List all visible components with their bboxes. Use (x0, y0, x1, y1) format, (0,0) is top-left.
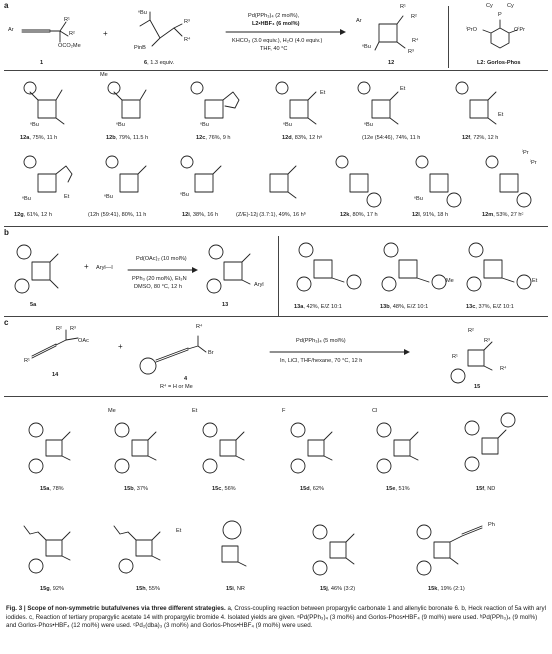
compound-15f-structure (458, 410, 528, 480)
product-13-number: 13 (222, 302, 229, 308)
reactant-14-r1: R¹ (24, 358, 30, 364)
reactant-1-r1: R¹ (64, 17, 70, 23)
label-cl-15e: Cl (372, 408, 378, 414)
reactant-1-ester: OCO₂Me (58, 43, 81, 49)
label-et-15c: Et (192, 408, 198, 414)
reactant-14-oac: OAc (78, 338, 89, 344)
product-15-r3: R³ (484, 338, 490, 344)
product-12-r1: R¹ (400, 4, 406, 10)
reactant-4-number: 4 (184, 376, 188, 382)
caption-15c: 15c, 56% (212, 486, 236, 492)
divider-a-bottom (4, 226, 548, 227)
figure-caption-title: Fig. 3 | Scope of non-symmetric butafulvenes via three different strategies. (6, 605, 226, 612)
label-et-12f: Et (498, 112, 504, 118)
reactant-6-r3: R³ (184, 19, 190, 25)
label-bu-12a: ⁿBu (30, 122, 39, 128)
product-15-r4: R⁴ (500, 366, 507, 372)
compound-15i-structure (204, 514, 264, 584)
caption-12a: 12a, 75%, 11 h (20, 135, 58, 141)
row-c2 (0, 500, 552, 600)
reactant-14-r2: R² (56, 326, 62, 332)
divider-c-top (4, 396, 548, 397)
caption-12d: 12d, 83%, 12 hᵃ (282, 135, 323, 141)
compound-12b-structure (102, 82, 162, 132)
label-et-12g: Et (64, 194, 70, 200)
label-bu-12e: ⁿBu (364, 122, 373, 128)
label-bu-12d: ⁿBu (283, 122, 292, 128)
reaction-arrow-a (226, 28, 346, 36)
label-me-12b: Me (100, 72, 108, 78)
ligand-p: P (498, 12, 502, 18)
label-ipr-12m-2: ⁱPr (530, 160, 537, 166)
caption-15k: 15k, 19% (2:1) (428, 586, 465, 592)
compound-15d-structure (284, 420, 344, 480)
panel-label-c: c (4, 318, 9, 327)
label-bu-12l: ⁿBu (414, 196, 423, 202)
compound-15c-structure (196, 420, 256, 480)
compound-15e-structure (370, 420, 430, 480)
label-et-12d: Et (320, 90, 326, 96)
compound-12c-structure (185, 82, 245, 132)
product-12-r3: R³ (408, 49, 414, 55)
caption-15d: 15d, 62% (300, 486, 324, 492)
condition-a-2: L2•HBF₄ (6 mol%) (252, 21, 300, 27)
reactant-6-pinb: PinB (134, 45, 146, 51)
reactant-14-number: 14 (52, 372, 59, 378)
reactant-5a-number: 5a (30, 302, 37, 308)
row-c1 (0, 398, 552, 498)
divider-ligand (448, 6, 449, 68)
divider-a-top (4, 70, 548, 71)
reactant-5a-structure (8, 238, 78, 298)
reactant-1-number: 1 (40, 60, 44, 66)
row-a2 (0, 146, 552, 222)
compound-12j-structure (250, 156, 310, 206)
condition-a-1: Pd(PPh₃)₄ (2 mol%), (248, 13, 300, 19)
compound-15k-structure (410, 514, 490, 584)
caption-12j: (Z/E)-12j (3.7:1), 49%, 16 hᵇ (236, 212, 306, 218)
product-12-bu: ⁿBu (362, 44, 371, 50)
label-bu-12i: ⁿBu (180, 192, 189, 198)
compound-15j-structure (306, 514, 376, 584)
caption-12b: 12b, 79%, 11.5 h (106, 135, 149, 141)
caption-15a: 15a, 78% (40, 486, 64, 492)
divider-b-bottom (4, 316, 548, 317)
label-bu-12b: ⁿBu (116, 122, 125, 128)
caption-15b: 15b, 37% (124, 486, 148, 492)
caption-15h: 15h, 55% (136, 586, 160, 592)
label-ipr-12m-1: ⁱPr (522, 150, 529, 156)
plus-sign-c: + (118, 342, 123, 351)
reactant-6-r4: R⁴ (184, 37, 191, 43)
ligand-opr-2: OⁱPr (514, 27, 525, 33)
compound-15g-structure (22, 520, 82, 580)
product-12-r2: R² (411, 14, 417, 20)
caption-12g: 12g, 61%, 12 h (14, 212, 52, 218)
compound-15a-structure (22, 420, 82, 480)
plus-sign-b: + (84, 262, 89, 271)
caption-12c: 12c, 76%, 9 h (196, 135, 231, 141)
caption-12l: 12l, 91%, 18 h (412, 212, 449, 218)
label-bu-12h: ⁿBu (104, 194, 113, 200)
reactant-1-r2: R² (69, 31, 75, 37)
condition-b-3: DMSO, 80 °C, 12 h (134, 284, 182, 290)
product-13-structure (200, 238, 270, 298)
caption-12m: 12m, 53%, 27 hᶜ (482, 212, 524, 218)
caption-12i: 12i, 38%, 16 h (182, 212, 219, 218)
ligand-opr-1: ⁱPrO (466, 27, 477, 33)
reactant-4-r4-definition: R⁴ = H or Me (160, 384, 193, 390)
plus-sign-a: + (103, 29, 108, 38)
label-bu-12c: ⁿBu (200, 122, 209, 128)
caption-15i: 15i, NR (226, 586, 245, 592)
caption-15g: 15g, 92% (40, 586, 64, 592)
compound-13a-structure (290, 236, 370, 300)
row-a1 (0, 72, 552, 142)
compound-13b-structure (375, 236, 465, 300)
compound-13c-structure (460, 236, 550, 300)
condition-b-2: PPh₃ (20 mol%), Et₃N (132, 276, 187, 282)
reactant-4-br: Br (208, 350, 214, 356)
ligand-name: L2: Gorlos-Phos (477, 60, 521, 66)
reaction-arrow-c (270, 348, 410, 356)
compound-12k-structure (330, 156, 390, 211)
aryl-iodide-label: Aryl—I (96, 265, 113, 271)
reactant-4-r4: R⁴ (196, 324, 203, 330)
caption-12h: (12h (59:41), 80%, 11 h (88, 212, 147, 218)
label-et-15h: Et (176, 528, 182, 534)
product-12-number: 12 (388, 60, 395, 66)
reactant-14-structure (30, 328, 90, 368)
compound-15b-structure (108, 420, 168, 480)
reactant-1-ar: Ar (8, 27, 14, 33)
figure-caption (6, 605, 546, 631)
product-15-r1: R¹ (452, 354, 458, 360)
divider-b (278, 236, 279, 316)
label-me-15b: Me (108, 408, 116, 414)
reactant-6-number: 6, 1.3 equiv. (144, 60, 175, 66)
product-13-aryl: Aryl (254, 282, 264, 288)
label-ph-15k: Ph (488, 522, 495, 528)
caption-12f: 12f, 72%, 12 h (462, 135, 499, 141)
caption-15j: 15j, 46% (3:2) (320, 586, 356, 592)
product-15-number: 15 (474, 384, 481, 390)
compound-15h-structure (112, 520, 182, 580)
condition-b-1: Pd(OAc)₂ (10 mol%) (136, 256, 187, 262)
ligand-cy-2: Cy (507, 3, 514, 9)
product-12-ar: Ar (356, 18, 362, 24)
label-f-15d: F (282, 408, 286, 414)
compound-12f-structure (450, 82, 510, 132)
caption-13b: 13b, 48%, E/Z 10:1 (380, 304, 429, 310)
reaction-arrow-b (128, 266, 198, 274)
label-et-12e: Et (400, 86, 406, 92)
figure-caption-body: a, Cross-coupling reaction between propargylic carbonate 1 and allenylic boronate 6. b, Heck reaction of 5a with aryl iodides. c, Reaction of tertiary propargylic acetate 14 with propargylic bromide 4. Isolated yields are given. ᵃPd(PPh₃)₄ (3 mol%) and Gorlos-Phos•HBF₄ (9 mol%) were used. ᵇPd(PPh₃)₄ (9 mol%) and Gorlos-Phos•HBF₄ (12 mol%) were used. ᶜPd₂(dba)₃ (3 mol%) and Gorlos-Phos•HBF₄ (9 mol%) were used. (6, 605, 546, 630)
reactant-14-r3: R³ (70, 326, 76, 332)
condition-c-1: Pd(PPh₃)₄ (5 mol%) (296, 338, 346, 344)
panel-label-a: a (4, 1, 9, 10)
caption-13a: 13a, 42%, E/Z 10:1 (294, 304, 342, 310)
condition-c-2: In, LiCl, THF/hexane, 70 °C, 12 h (280, 358, 363, 364)
caption-12e: (12e (54:46), 74%, 11 h (362, 135, 421, 141)
condition-a-3: KHCO₃ (3.0 equiv.), H₂O (4.0 equiv.) (232, 38, 323, 44)
product-12-r4: R⁴ (412, 38, 419, 44)
compound-12a-structure (18, 82, 78, 132)
caption-12k: 12k, 80%, 17 h (340, 212, 378, 218)
caption-15f: 15f, ND (476, 486, 496, 492)
caption-13c: 13c, 37%, E/Z 10:1 (466, 304, 514, 310)
label-me-13b: Me (446, 278, 454, 284)
label-et-13c: Et (532, 278, 538, 284)
product-15-r2: R² (468, 328, 474, 334)
reactant-6-bu: ⁿBu (138, 10, 147, 16)
panel-label-b: b (4, 228, 9, 237)
caption-15e: 15e, 51% (386, 486, 410, 492)
condition-a-4: THF, 40 °C (260, 46, 288, 52)
ligand-cy-1: Cy (486, 3, 493, 9)
label-bu-12g: ⁿBu (22, 196, 31, 202)
